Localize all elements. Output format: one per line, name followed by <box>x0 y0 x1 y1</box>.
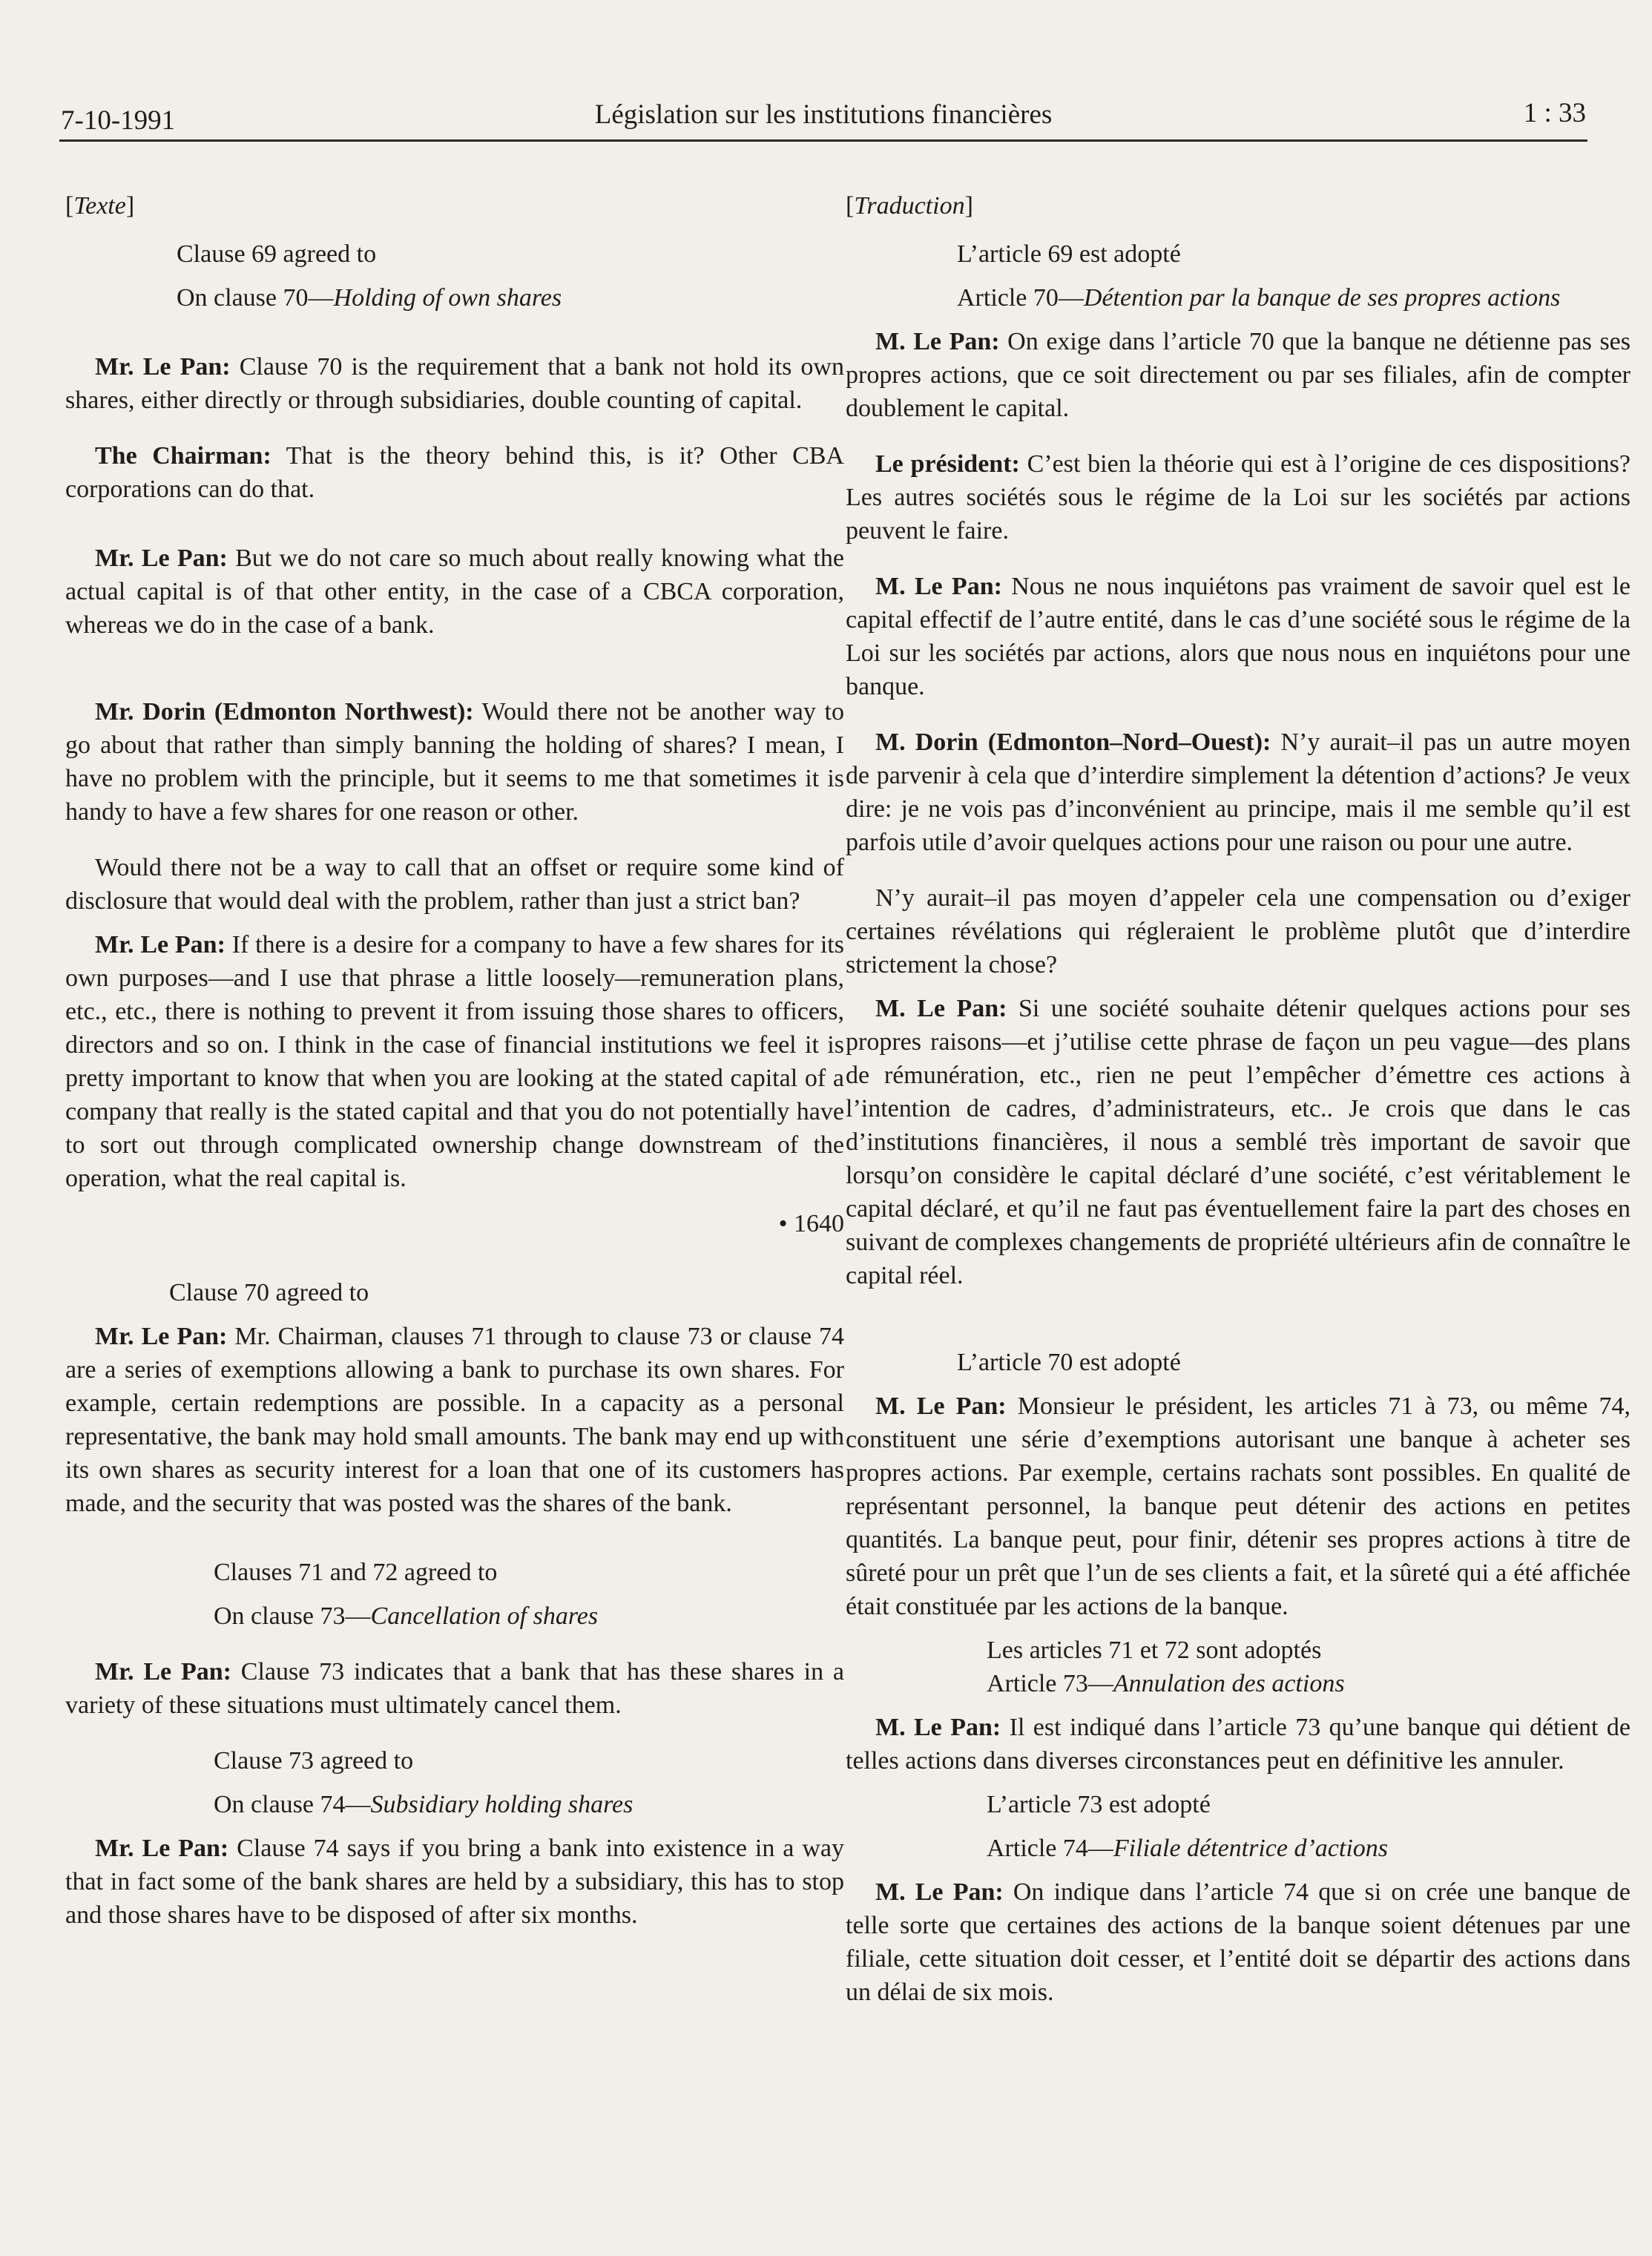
speech-paragraph: Mr. Le Pan: Clause 70 is the requirement that a bank not hold its own shares, either directly or through subsidiaries, double counting of capital. <box>65 353 844 414</box>
clause-agreed: L’article 69 est adopté <box>957 240 1181 268</box>
speech-paragraph: M. Le Pan: On exige dans l’article 70 que la banque ne détienne pas ses propres actions, que ce soit directement ou par ses filiales, afin de compter doublement le capital. <box>846 328 1630 422</box>
clause-heading: Article 74—Filiale détentrice d’actions <box>987 1835 1389 1862</box>
speaker: M. Le Pan: <box>875 1714 1001 1741</box>
clause-heading: On clause 73—Cancellation of shares <box>214 1602 599 1630</box>
speech-paragraph: Le président: C’est bien la théorie qui est à l’origine de ces dispositions? Les autres sociétés sous le régime de la Loi sur les sociétés par actions peuvent le faire. <box>846 450 1630 545</box>
clause-agreed: Clause 69 agreed to <box>177 240 377 268</box>
speaker: M. Dorin (Edmonton–Nord–Ouest): <box>875 729 1271 756</box>
speaker: Mr. Le Pan: <box>95 1658 231 1686</box>
language-label: [Texte] <box>65 192 135 220</box>
speech-paragraph: M. Le Pan: On indique dans l’article 74 que si on crée une banque de telle sorte que certaines des actions de la banque soient détenues par une filiale, cette situation doit cesser, et l’entité doit se départir des actions dans un délai de six mois. <box>846 1878 1631 2006</box>
speech-paragraph: M. Le Pan: Nous ne nous inquiétons pas vraiment de savoir quel est le capital effectif de l’autre entité, dans le cas d’une société sous le régime de la Loi sur les sociétés par actions, alors que nous nous en inquiétons pour une banque. <box>846 573 1631 700</box>
speaker: Mr. Le Pan: <box>95 1323 228 1350</box>
speaker: Mr. Le Pan: <box>95 545 228 572</box>
clause-heading: On clause 70—Holding of own shares <box>177 284 562 312</box>
speech-paragraph: Mr. Le Pan: Mr. Chairman, clauses 71 through to clause 73 or clause 74 are a series of exemptions allowing a bank to purchase its own shares. For example, certain redemptions are possible. In a capacity as a personal representative, the bank may hold small amounts. The bank may end up with its own shares as security interest for a loan that one of its customers has made, and the security that was posted was the shares of the bank. <box>65 1323 844 1517</box>
language-label: [Traduction] <box>846 192 973 220</box>
clause-agreed: Les articles 71 et 72 sont adoptés <box>987 1637 1322 1664</box>
speech-paragraph: Would there not be a way to call that an offset or require some kind of disclosure that would deal with the problem, rather than just a strict ban? <box>65 854 844 915</box>
speech-paragraph: M. Le Pan: Si une société souhaite détenir quelques actions pour ses propres raisons—et j’utilise cette phrase de façon un peu vague—des plans de rémunération, etc., rien ne peut l’empêcher d’émettre ces actions à l’intention de cadres, d’administrateurs, etc.. Je crois que dans le cas d’institutions financières, il nous a semblé très important de savoir que lorsqu’on considère le capital déclaré d’une société, c’est véritablement le capital déclaré, et qu’il ne faut pas éventuellement faire la part des choses en suivant de complexes changements de propriété ultérieurs afin de connaître le capital réel. <box>846 995 1631 1289</box>
header-title: Législation sur les institutions financières <box>594 99 1053 130</box>
clause-heading: Article 73—Annulation des actions <box>987 1670 1345 1697</box>
speech-paragraph: Mr. Le Pan: But we do not care so much about really knowing what the actual capital is of that other entity, in the case of a CBCA corporation, whereas we do in the case of a bank. <box>65 545 844 639</box>
speech-paragraph: Mr. Le Pan: Clause 73 indicates that a bank that has these shares in a variety of these situations must ultimately cancel them. <box>65 1658 844 1719</box>
speaker: Mr. Le Pan: <box>95 353 231 381</box>
clause-agreed: Clause 73 agreed to <box>214 1747 414 1775</box>
clause-agreed: Clause 70 agreed to <box>169 1279 369 1306</box>
speech-paragraph: Mr. Le Pan: Clause 74 says if you bring a bank into existence in a way that in fact some of the bank shares are held by a subsidiary, this has to stop and those shares have to be disposed of after six months. <box>65 1835 844 1929</box>
speaker: Le président: <box>875 450 1020 478</box>
speaker: M. Le Pan: <box>875 573 1002 600</box>
clause-agreed: L’article 73 est adopté <box>987 1791 1211 1818</box>
speech-paragraph: Mr. Le Pan: If there is a desire for a company to have a few shares for its own purposes—and I use that phrase a little loosely—remuneration plans, etc., etc., there is nothing to prevent it from issuing those shares to officers, directors and so on. I think in the case of financial institutions we feel it is pretty important to know that when you are looking at the stated capital of a company that really is the stated capital and that you do not potentially have to sort out through complicated ownership change downstream of the operation, what the real capital is. <box>65 931 844 1192</box>
speaker: M. Le Pan: <box>875 995 1007 1022</box>
speech-paragraph: Mr. Dorin (Edmonton Northwest): Would there not be another way to go about that rather than simply banning the holding of shares? I mean, I have no problem with the principle, but it seems to me that sometimes it is handy to have a few shares for one reason or other. <box>65 698 844 826</box>
speech-paragraph: M. Dorin (Edmonton–Nord–Ouest): N’y aurait–il pas un autre moyen de parvenir à cela que d’interdire simplement la détention d’actions? Je veux dire: je ne vois pas d’inconvénient au principe, mais il me semble qu’il est parfois utile d’avoir quelques actions pour une raison ou pour une autre. <box>846 729 1630 856</box>
speaker: The Chairman: <box>95 442 272 470</box>
clause-agreed: Clauses 71 and 72 agreed to <box>214 1559 498 1586</box>
english-column <box>65 189 844 1932</box>
clause-agreed: L’article 70 est adopté <box>957 1349 1181 1376</box>
speech-paragraph: M. Le Pan: Monsieur le président, les articles 71 à 73, ou même 74, constituent une série d’exemptions autorisant une banque à acheter ses propres actions. Par exemple, certains rachats sont possibles. En qualité de représentant personnel, la banque peut détenir des actions en petites quantités. La banque peut, pour finir, détenir ses propres actions à titre de sûreté pour un prêt que l’un de ses clients a fait, et la sûreté qui a été affichée était constituée par les actions de la banque. <box>846 1392 1631 1620</box>
header-date: 7-10-1991 <box>61 105 176 136</box>
french-column <box>846 189 1630 2009</box>
speaker: Mr. Le Pan: <box>95 1835 229 1862</box>
speaker: M. Le Pan: <box>875 1392 1007 1420</box>
speaker: Mr. Dorin (Edmonton Northwest): <box>95 698 474 726</box>
speaker: M. Le Pan: <box>875 328 1000 355</box>
speaker: M. Le Pan: <box>875 1878 1004 1906</box>
header-page-number: 1 : 33 <box>1523 98 1586 128</box>
speech-paragraph: The Chairman: That is the theory behind this, is it? Other CBA corporations can do that. <box>65 442 844 503</box>
clause-heading: On clause 74—Subsidiary holding shares <box>214 1791 634 1818</box>
speech-paragraph: N’y aurait–il pas moyen d’appeler cela une compensation ou d’exiger certaines révélations qui régleraient le problème plutôt que d’interdire strictement la chose? <box>846 884 1630 979</box>
speech-paragraph: M. Le Pan: Il est indiqué dans l’article 73 qu’une banque qui détient de telles actions dans diverses circonstances peut en définitive les annuler. <box>846 1714 1631 1775</box>
speaker: Mr. Le Pan: <box>95 931 226 958</box>
clause-heading: Article 70—Détention par la banque de ses propres actions <box>957 284 1561 312</box>
running-header <box>59 80 1587 142</box>
time-marker: • 1640 <box>778 1210 844 1237</box>
